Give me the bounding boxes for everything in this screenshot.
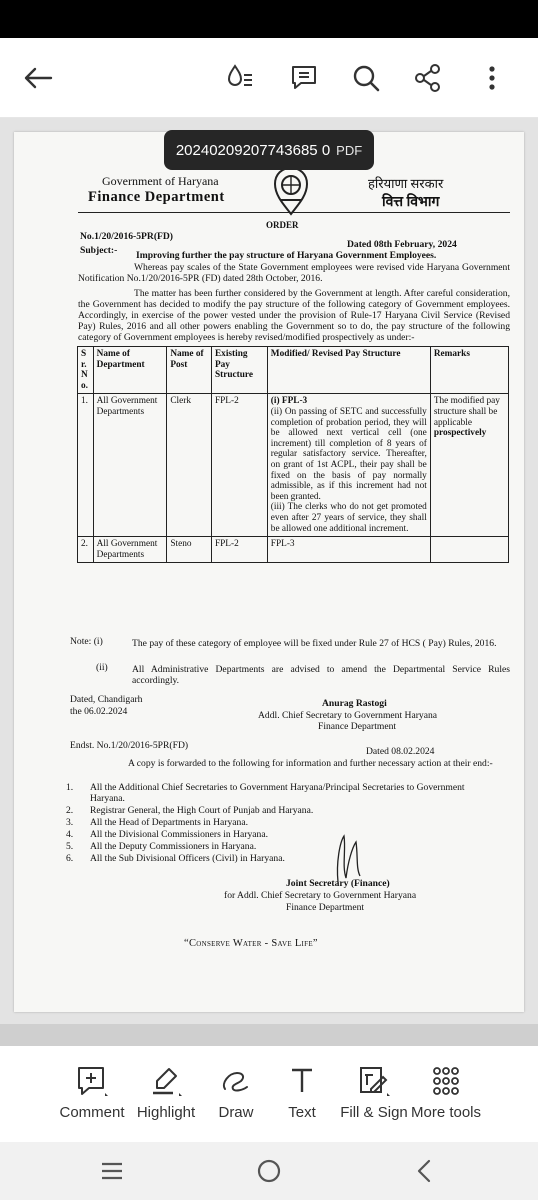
status-bar [0, 0, 538, 38]
subject-label: Subject:- [80, 245, 118, 256]
system-nav-bar [0, 1142, 538, 1200]
note-2-label: (ii) [96, 662, 108, 673]
draw-label: Draw [218, 1104, 254, 1121]
paragraph-2: The matter has been further considered by the Government at length. After careful consideration, the Government has decided to modify the pay structure of the following category of Government employees. Accordingly, in exercise of the power vested under the provision of Rule-17 Haryana Civil Service (Revised Pay) Rules, 2016 and all other powers enabling the Government so to do, the pay structure of the following category of Government employees is hereby revised/modified prospectively as under:- [78, 288, 510, 343]
comment-add-icon [52, 1064, 132, 1098]
note-1: The pay of these category of employee will be fixed under Rule 27 of HCS ( Pay) Rules, 2016. [132, 638, 497, 649]
signatory-name: Anurag Rastogi [322, 698, 387, 709]
table-header-cell: Existing Pay Structure [211, 347, 267, 394]
more-vert-icon[interactable] [474, 60, 510, 96]
endorsement-text: A copy is forwarded to the following for information and further necessary action at their end:- [128, 758, 493, 769]
signatory-title: Addl. Chief Secretary to Government Haryana [258, 710, 438, 721]
dept-name-en: Finance Department [88, 189, 225, 205]
back-arrow-icon[interactable] [20, 60, 56, 96]
table-cell-remarks [430, 394, 508, 537]
letterhead-rule [78, 212, 510, 213]
remarks-bold-text: prospectively [433, 428, 487, 439]
endorsement-date: Dated 08.02.2024 [366, 746, 435, 757]
text-icon [262, 1064, 342, 1098]
table-header-cell: Name of Post [167, 347, 212, 394]
table-cell-remarks [430, 537, 508, 563]
fill-sign-label: Fill & Sign [340, 1104, 408, 1121]
pdf-page [14, 132, 524, 1012]
fill-sign-icon [334, 1064, 414, 1098]
grid-icon [406, 1064, 486, 1098]
comment-list-icon[interactable] [286, 60, 322, 96]
signatory-dept: Finance Department [318, 721, 397, 732]
table-cell-sr: 1. [78, 394, 94, 537]
joint-secretary-for: for Addl. Chief Secretary to Government Haryana [224, 890, 417, 901]
place-date: the 06.02.2024 [70, 706, 128, 717]
table-cell-post: Steno [167, 537, 212, 563]
file-name-chip [164, 130, 374, 170]
table-header-cell: Remarks [430, 347, 508, 394]
text-button[interactable] [262, 1064, 342, 1121]
joint-secretary-dept: Finance Department [286, 902, 365, 913]
read-aloud-icon[interactable] [222, 60, 258, 96]
list-item: 1. All the Additional Chief Secretaries to Government Haryana/Principal Secretaries to Government Haryana. [66, 782, 465, 804]
remarks-text: The modified pay structure shall be applicable [433, 396, 500, 428]
pdf-viewer[interactable] [0, 118, 538, 1024]
highlight-button[interactable] [126, 1064, 206, 1121]
more-tools-button[interactable] [406, 1064, 486, 1121]
order-date: Dated 08th February, 2024 [347, 239, 457, 250]
list-item: 2. Registrar General, the High Court of Punjab and Haryana. [66, 805, 314, 816]
fill-sign-button[interactable] [334, 1064, 414, 1121]
place-line: Dated, Chandigarh [70, 694, 143, 705]
list-item: 4. All the Divisional Commissioners in Haryana. [66, 829, 268, 840]
joint-secretary-title: Joint Secretary (Finance) [286, 878, 390, 889]
home-icon[interactable] [249, 1156, 289, 1186]
file-name: 20240209207743685 0 [175, 141, 331, 159]
comment-button[interactable] [52, 1064, 132, 1121]
text-label: Text [288, 1104, 316, 1121]
list-item: 6. All the Sub Divisional Officers (Civil) in Haryana. [66, 853, 285, 864]
back-icon[interactable] [404, 1156, 444, 1186]
table-header-cell: Name of Department [93, 347, 167, 394]
slogan: “Conserve Water - Save Life” [184, 938, 318, 949]
note-2: All Administrative Departments are advised to amend the Departmental Service Rules accordingly. [132, 664, 510, 686]
search-icon[interactable] [348, 60, 384, 96]
table-header-cell: S r. N o. [78, 347, 94, 394]
gov-name-hi: हरियाणा सरकार [368, 176, 444, 191]
emblem-icon [268, 166, 314, 216]
viewer-bottom-band [0, 1024, 538, 1046]
highlight-label: Highlight [136, 1104, 196, 1121]
order-label: ORDER [266, 220, 299, 230]
table-cell-dept: All Government Departments [93, 394, 167, 537]
more-tools-label: More tools [410, 1104, 482, 1121]
gov-name-en: Government of Haryana [102, 174, 219, 188]
endorsement-number: Endst. No.1/20/2016-5PR(FD) [70, 740, 189, 751]
paragraph-1: Whereas pay scales of the State Government employees were revised vide Haryana Government Notification No.1/20/2016-5PR (FD) dated 28th October, 2016. [78, 262, 510, 284]
share-icon[interactable] [410, 60, 446, 96]
recent-apps-icon[interactable] [92, 1156, 132, 1186]
list-item: 5. All the Deputy Commissioners in Haryana. [66, 841, 257, 852]
comment-label: Comment [59, 1104, 125, 1121]
top-app-bar [0, 38, 538, 118]
modified-item-2: (ii) On passing of SETC and successfully completion of probation period, they will be allowed next vertical cell (one increment) till completion of 8 years of regular satisfactory service. Thereafter, on grant of 1st ACPL, their pay shall be fixed on the basis of pay normally admissible, as if this increment had not been granted. [270, 406, 427, 502]
table-row [78, 537, 509, 563]
modified-item-1: (i) FPL-3 [270, 396, 308, 407]
order-number: No.1/20/2016-5PR(FD) [80, 231, 173, 242]
highlighter-icon [126, 1064, 206, 1098]
list-item: 3. All the Head of Departments in Haryana. [66, 817, 248, 828]
table-cell-sr: 2. [78, 537, 94, 563]
dept-name-hi: वित्त विभाग [382, 195, 440, 210]
pay-structure-table [77, 346, 509, 563]
table-cell-existing: FPL-2 [211, 537, 267, 563]
table-cell-modified: FPL-3 [267, 537, 430, 563]
modified-item-3: (iii) The clerks who do not get promoted even after 27 years of service, they shall be allowed one additional increment. [270, 502, 427, 534]
table-header-cell: Modified/ Revised Pay Structure [267, 347, 430, 394]
note-label: Note: (i) [70, 636, 103, 647]
subject-text: Improving further the pay structure of Haryana Government Employees. [136, 250, 437, 261]
recipient-list [66, 782, 486, 865]
table-header-row [78, 347, 509, 394]
table-cell-modified [267, 394, 430, 537]
file-extension: PDF [336, 142, 363, 158]
table-cell-existing: FPL-2 [211, 394, 267, 537]
table-cell-dept: All Government Departments [93, 537, 167, 563]
bottom-toolbar [0, 1046, 538, 1142]
table-cell-post: Clerk [167, 394, 212, 537]
table-row [78, 394, 509, 537]
